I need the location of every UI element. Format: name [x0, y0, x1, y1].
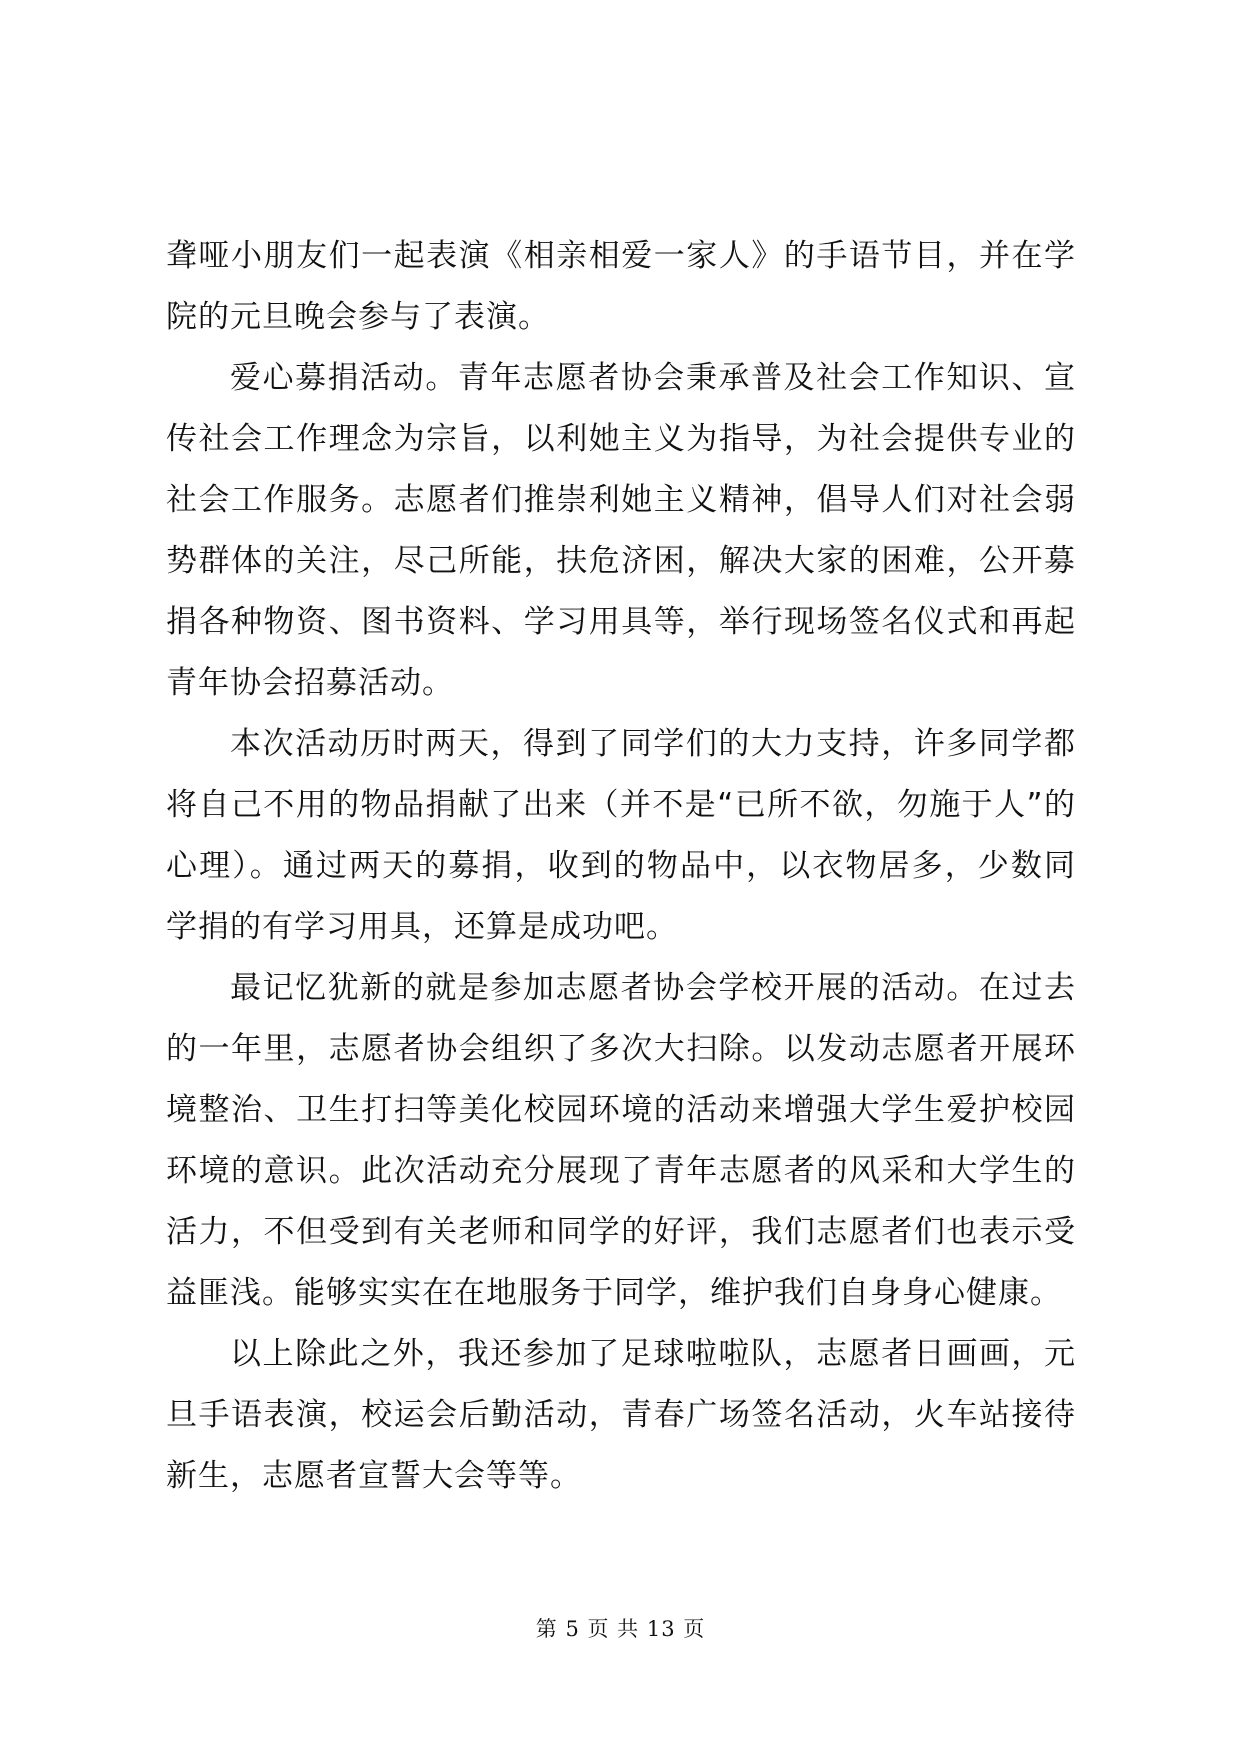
paragraph-4: 最记忆犹新的就是参加志愿者协会学校开展的活动。在过去的一年里，志愿者协会组织了多次大扫除。以发动志愿者开展环境整治、卫生打扫等美化校园环境的活动来增强大学生爱护校园环境的意识。此次活动充分展现了青年志愿者的风采和大学生的活力，不但受到有关老师和同学的好评，我们志愿者们也表示受益匪浅。能够实实在在地服务于同学，维护我们自身身心健康。: [166, 970, 1076, 1311]
paragraph-1: 聋哑小朋友们一起表演《相亲相爱一家人》的手语节目，并在学院的元旦晚会参与了表演。: [166, 238, 1076, 335]
document-body: [166, 226, 1076, 1507]
paragraph-2: 爱心募捐活动。青年志愿者协会秉承普及社会工作知识、宣传社会工作理念为宗旨，以利她主义为指导，为社会提供专业的社会工作服务。志愿者们推崇利她主义精神，倡导人们对社会弱势群体的关注，尽己所能，扶危济困，解决大家的困难，公开募捐各种物资、图书资料、学习用具等，举行现场签名仪式和再起青年协会招募活动。: [166, 360, 1076, 701]
paragraph-5: 以上除此之外，我还参加了足球啦啦队，志愿者日画画，元旦手语表演，校运会后勤活动，青春广场签名活动，火车站接待新生，志愿者宣誓大会等等。: [166, 1336, 1076, 1494]
paragraph-3: 本次活动历时两天，得到了同学们的大力支持，许多同学都将自己不用的物品捐献了出来（并不是“已所不欲，勿施于人”的心理）。通过两天的募捐，收到的物品中，以衣物居多，少数同学捐的有学习用具，还算是成功吧。: [166, 726, 1076, 945]
page-number-footer: 第 5 页 共 13 页: [535, 1617, 706, 1641]
